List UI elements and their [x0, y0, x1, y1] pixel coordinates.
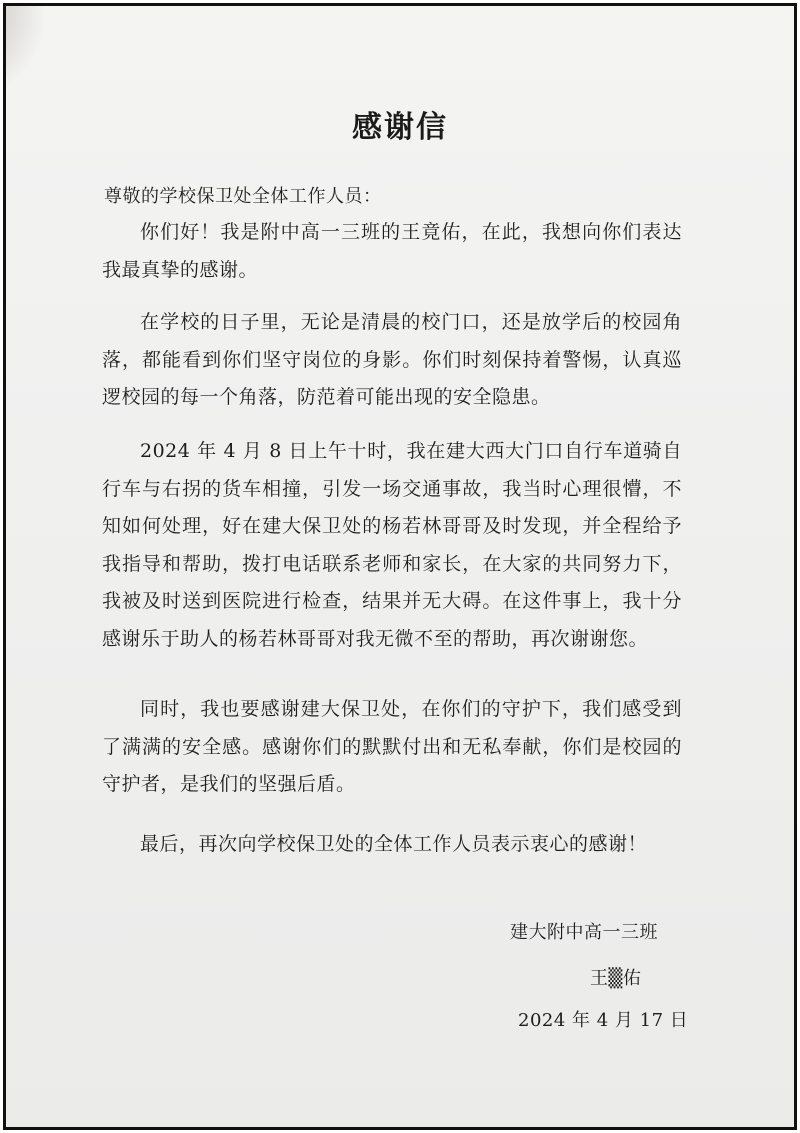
letter-title: 感谢信 — [352, 110, 448, 145]
salutation: 尊敬的学校保卫处全体工作人员： — [104, 186, 382, 207]
signature-date: 2024 年 4 月 17 日 — [518, 1010, 689, 1031]
signature-name: 王▒佑 — [590, 968, 642, 989]
document-frame — [3, 3, 797, 1130]
signature-class: 建大附中高一三班 — [510, 922, 658, 943]
paragraph-incident: 2024 年 4 月 8 日上午十时，我在建大西大门口自行车道骑自行车与右拐的货车相撞，引发一场交通事故，我当时心理很懵，不知如何处理，好在建大保卫处的杨若林哥哥及时发现，并全程给予我指导和帮助，拨打电话联系老师和家长，在大家的共同努力下，我被及时送到医院进行检查，结果并无大碍。在这件事上，我十分感谢乐于助人的杨若林哥哥对我无微不至的帮助，再次谢谢您。 — [102, 440, 682, 650]
paragraph-greeting: 你们好！我是附中高一三班的王竟佑，在此，我想向你们表达我最真挚的感谢。 — [102, 221, 682, 281]
letter-sheet — [6, 6, 794, 1127]
paragraph-daily-duty: 在学校的日子里，无论是清晨的校门口，还是放学后的校园角落，都能看到你们坚守岗位的身影。你们时刻保持着警惕，认真巡逻校园的每一个角落，防范着可能出现的安全隐患。 — [102, 311, 682, 408]
paragraph-thanks-department: 同时，我也要感谢建大保卫处，在你们的守护下，我们感受到了满满的安全感。感谢你们的默默付出和无私奉献，你们是校园的守护者，是我们的坚强后盾。 — [102, 698, 682, 795]
paragraph-closing: 最后，再次向学校保卫处的全体工作人员表示衷心的感谢！ — [140, 833, 648, 855]
